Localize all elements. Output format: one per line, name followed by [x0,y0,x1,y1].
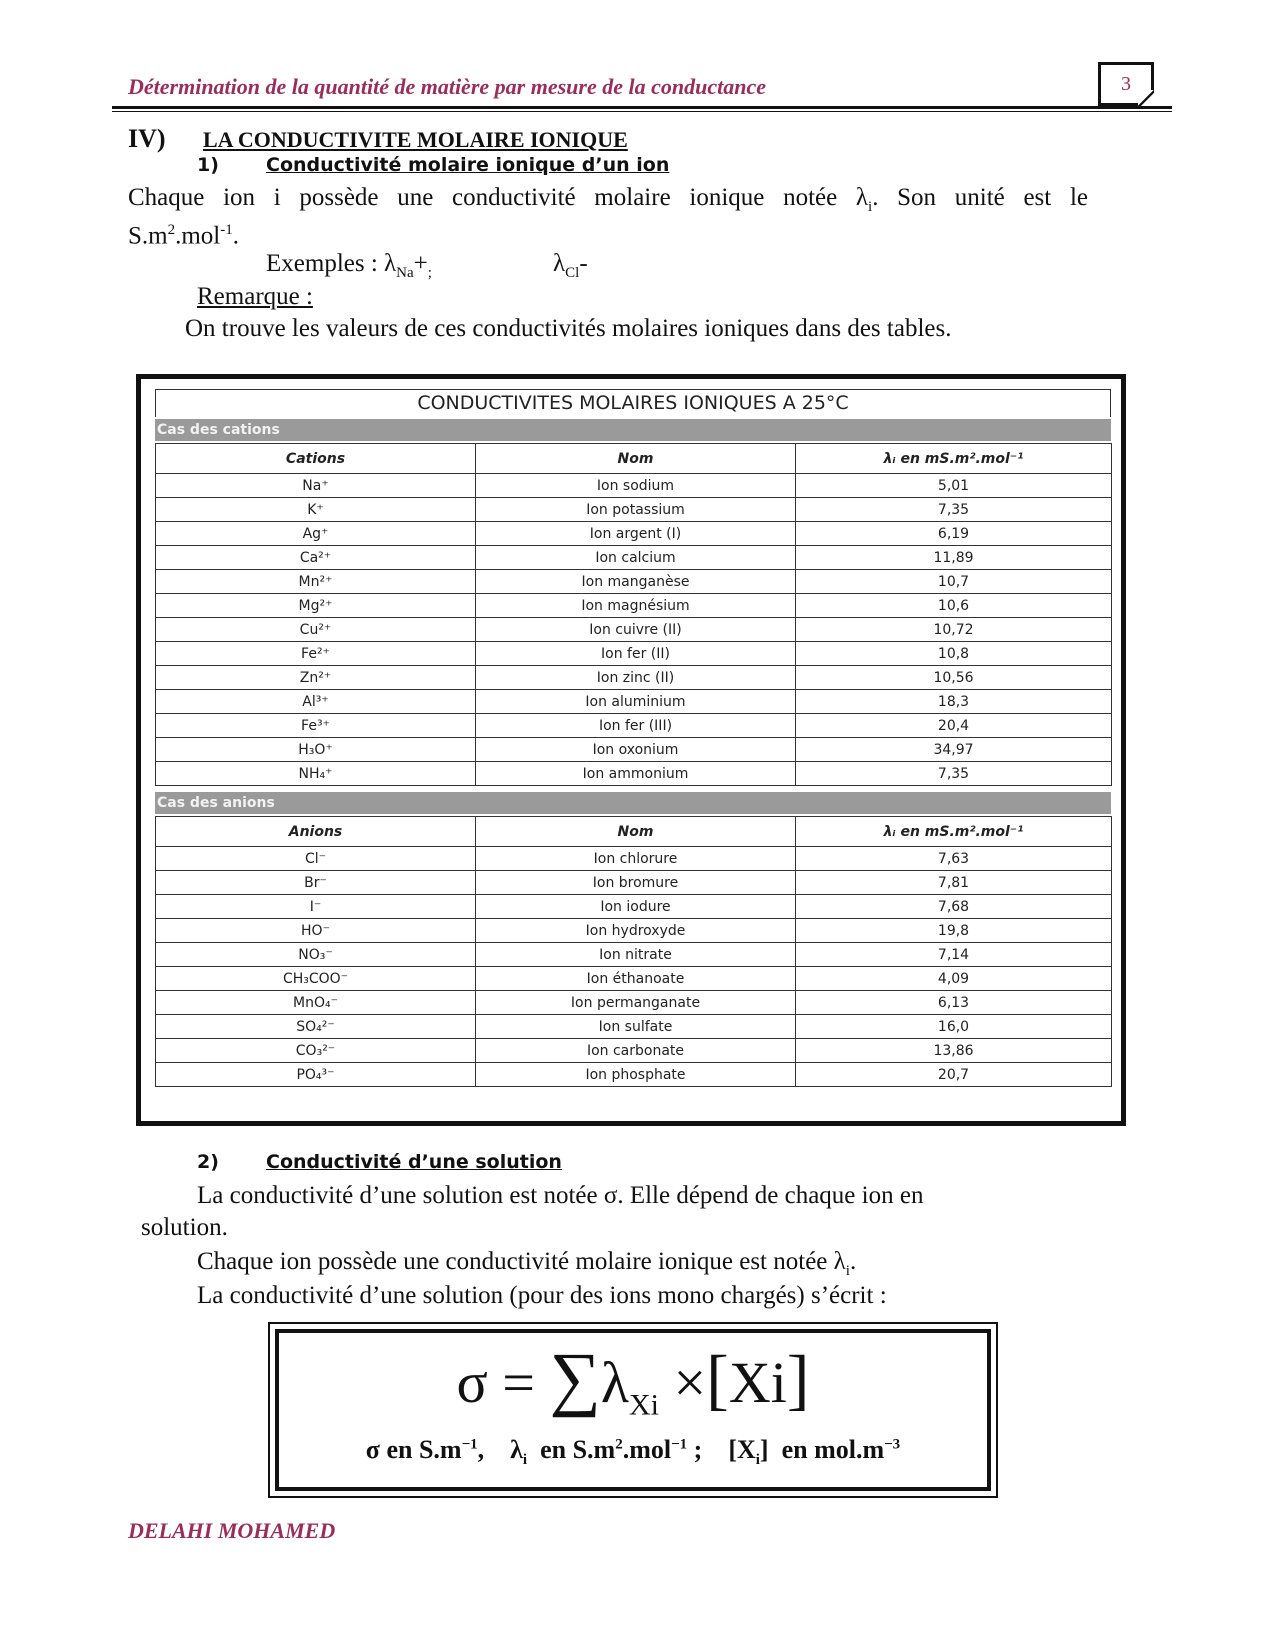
unit-lambda-value: en S.m [527,1435,616,1464]
formula-intro: La conductivité d’une solution (pour des ions mono chargés) s’écrit : [197,1282,887,1309]
example-na-charge: + [413,250,428,277]
ion-formula-cell: Cl⁻ [156,847,476,871]
example-cl-charge: - [579,250,588,277]
name-col-header: Nom [476,444,796,474]
ion-lambda-cell: 10,72 [796,618,1112,642]
subsection-2-number: 2) [197,1151,219,1173]
ion-name-cell: Ion potassium [476,498,796,522]
formula-units [279,1435,987,1469]
anions-band: Cas des anions [155,792,1111,814]
ion-formula-cell: Ag⁺ [156,522,476,546]
ion-formula-cell: NH₄⁺ [156,762,476,786]
cations-col-header: Cations [156,444,476,474]
running-header-title: Détermination de la quantité de matière par mesure de la conductance [128,74,766,99]
ion-name-cell: Ion permanganate [476,991,796,1015]
ion-name-cell: Ion zinc (II) [476,666,796,690]
ion-lambda-cell: 7,68 [796,895,1112,919]
cations-header-row [156,444,1112,474]
ion-lambda-cell: 7,35 [796,762,1112,786]
definition-paragraph-line1 [128,182,1088,223]
unit-lambda-mol: .mol [622,1435,672,1464]
ion-name-cell: Ion hydroxyde [476,919,796,943]
unit-conc-exp: −3 [884,1436,901,1453]
unit-conc-value: ] en mol.m [759,1435,885,1464]
conductivity-formula [279,1338,987,1441]
table-row [156,666,1112,690]
example-chloride [553,248,588,289]
table-row [156,895,1112,919]
definition-paragraph-line2 [128,214,239,252]
subsection-1-number: 1) [197,154,219,176]
page-corner-fold-icon [1138,90,1154,106]
ion-lambda-cell: 7,14 [796,943,1112,967]
ion-name-cell: Ion aluminium [476,690,796,714]
table-row [156,690,1112,714]
ion-lambda-cell: 11,89 [796,546,1112,570]
ion-name-cell: Ion cuivre (II) [476,618,796,642]
table-row [156,714,1112,738]
table-row [156,1039,1112,1063]
formula-sigma: σ = [456,1350,550,1415]
table-row [156,991,1112,1015]
ion-formula-cell: PO₄³⁻ [156,1063,476,1087]
table-row [156,847,1112,871]
ion-formula-cell: Fe²⁺ [156,642,476,666]
ion-name-cell: Ion phosphate [476,1063,796,1087]
solution-paragraph-line1: La conductivité d’une solution est notée σ. Elle dépend de chaque ion en [197,1182,924,1209]
header-rule-thin [112,111,1172,112]
example-cl-sub: Cl [565,265,580,281]
cations-table [155,443,1112,786]
table-row [156,943,1112,967]
header-rule [112,106,1172,109]
summation-icon: ∑ [549,1338,601,1418]
ion-formula-cell: NO₃⁻ [156,943,476,967]
unit-s-m: S.m [128,222,168,250]
ion-formula-cell: Al³⁺ [156,690,476,714]
table-row [156,570,1112,594]
table-row [156,919,1112,943]
unit-period: . [232,222,240,250]
ion-lambda-cell: 7,63 [796,847,1112,871]
ion-name-cell: Ion chlorure [476,847,796,871]
ion-lambda-cell: 7,81 [796,871,1112,895]
ion-lambda-cell: 18,3 [796,690,1112,714]
ion-formula-cell: SO₄²⁻ [156,1015,476,1039]
unit-sigma-exp: −1 [461,1436,478,1453]
examples-label: Exemples : λ [266,250,397,277]
formula-xi: Xi [728,1350,787,1415]
ion-name-cell: Ion argent (I) [476,522,796,546]
ion-formula-cell: H₃O⁺ [156,738,476,762]
ion-lambda-cell: 7,35 [796,498,1112,522]
table-row [156,738,1112,762]
table-row [156,594,1112,618]
ion-formula-cell: I⁻ [156,895,476,919]
ion-formula-cell: MnO₄⁻ [156,991,476,1015]
ion-formula-cell: CH₃COO⁻ [156,967,476,991]
unit-mol: .mol [175,222,221,250]
ion-formula-cell: Ca²⁺ [156,546,476,570]
ion-formula-cell: Na⁺ [156,474,476,498]
ion-formula-cell: K⁺ [156,498,476,522]
unit-lambda-exp1: 2 [615,1436,623,1453]
ion-name-cell: Ion calcium [476,546,796,570]
unit-conc: ; [X [687,1435,756,1464]
formula-lambda-sub: Xi [628,1388,659,1422]
ion-name-cell: Ion nitrate [476,943,796,967]
subsection-1-title: Conductivité molaire ionique d’un ion [266,154,670,176]
ion-name-cell: Ion carbonate [476,1039,796,1063]
ion-formula-cell: Mn²⁺ [156,570,476,594]
table-row [156,642,1112,666]
formula-box [268,1322,998,1498]
unit-conc-sub: i [755,1452,760,1469]
table-row [156,762,1112,786]
ion-lambda-cell: 10,6 [796,594,1112,618]
formula-lambda: λ [600,1350,629,1415]
formula-inner-frame [275,1329,991,1491]
ion-name-cell: Ion éthanoate [476,967,796,991]
lambda-period: . [849,1248,857,1275]
table-row [156,522,1112,546]
formula-times: × [658,1350,707,1415]
solution-paragraph-line2: solution. [141,1214,228,1241]
formula-right-bracket: ] [786,1341,810,1417]
ion-lambda-cell: 5,01 [796,474,1112,498]
unit-lambda-exp2: −1 [671,1436,688,1453]
lambda-col-header: λᵢ en mS.m².mol⁻¹ [796,444,1112,474]
ion-formula-cell: CO₃²⁻ [156,1039,476,1063]
example-separator: ; [427,265,432,281]
anions-header-row [156,817,1112,847]
ion-name-cell: Ion sulfate [476,1015,796,1039]
def-sub-i: i [868,199,873,215]
ion-name-cell: Ion ammonium [476,762,796,786]
section-number: IV) [128,124,166,153]
unit-sup-2: 2 [167,222,176,238]
table-row [156,498,1112,522]
def-text-b: . Son unité est le [872,184,1088,211]
ion-lambda-cell: 20,4 [796,714,1112,738]
table-title: CONDUCTIVITES MOLAIRES IONIQUES A 25°C [155,389,1111,417]
ion-lambda-cell: 20,7 [796,1063,1112,1087]
ion-lambda-cell: 4,09 [796,967,1112,991]
footer-author: DELAHI MOHAMED [128,1518,336,1543]
ion-lambda-cell: 6,19 [796,522,1112,546]
unit-lambda-sub: i [522,1452,528,1469]
table-row [156,474,1112,498]
conductivity-table-figure [136,374,1126,1126]
ion-lambda-cell: 13,86 [796,1039,1112,1063]
ion-formula-cell: Mg²⁺ [156,594,476,618]
formula-left-bracket: [ [706,1341,729,1417]
ion-name-cell: Ion iodure [476,895,796,919]
remark-label: Remarque : [197,283,313,310]
table-row [156,871,1112,895]
ion-formula-cell: Fe³⁺ [156,714,476,738]
ion-lambda-cell: 16,0 [796,1015,1112,1039]
page-number: 3 [1121,73,1131,95]
ion-name-cell: Ion manganèse [476,570,796,594]
name-col-header: Nom [476,817,796,847]
ion-lambda-cell: 10,56 [796,666,1112,690]
section-title: LA CONDUCTIVITE MOLAIRE IONIQUE [203,127,628,152]
ion-lambda-cell: 10,8 [796,642,1112,666]
ion-lambda-cell: 6,13 [796,991,1112,1015]
subsection-2-title: Conductivité d’une solution [266,1151,562,1173]
unit-sup-minus1: -1 [220,222,233,238]
ion-name-cell: Ion magnésium [476,594,796,618]
example-na-sub: Na [396,265,414,281]
lambda-col-header: λᵢ en mS.m².mol⁻¹ [796,817,1112,847]
example-cl-lambda: λ [553,250,566,277]
table-row [156,1063,1112,1087]
ion-name-cell: Ion sodium [476,474,796,498]
ion-formula-cell: HO⁻ [156,919,476,943]
lambda-text: Chaque ion possède une conductivité molaire ionique est notée λ [197,1248,846,1275]
ion-name-cell: Ion bromure [476,871,796,895]
table-row [156,967,1112,991]
ion-formula-cell: Br⁻ [156,871,476,895]
ion-lambda-cell: 10,7 [796,570,1112,594]
anions-table [155,816,1112,1087]
def-text-a: Chaque ion i possède une conductivité molaire ionique notée λ [128,184,869,211]
ion-name-cell: Ion fer (III) [476,714,796,738]
unit-sigma: σ en S.m [365,1435,462,1464]
ion-lambda-cell: 34,97 [796,738,1112,762]
lambda-sub-i: i [845,1263,850,1279]
table-row [156,546,1112,570]
unit-lambda: , λ [477,1435,523,1464]
ion-name-cell: Ion fer (II) [476,642,796,666]
ion-lambda-cell: 19,8 [796,919,1112,943]
ion-name-cell: Ion oxonium [476,738,796,762]
table-row [156,618,1112,642]
anions-col-header: Anions [156,817,476,847]
cations-band: Cas des cations [155,419,1111,441]
table-row [156,1015,1112,1039]
ion-formula-cell: Zn²⁺ [156,666,476,690]
remark-text: On trouve les valeurs de ces conductivités molaires ioniques dans des tables. [185,315,952,342]
page-number-box [1098,62,1154,106]
ion-formula-cell: Cu²⁺ [156,618,476,642]
